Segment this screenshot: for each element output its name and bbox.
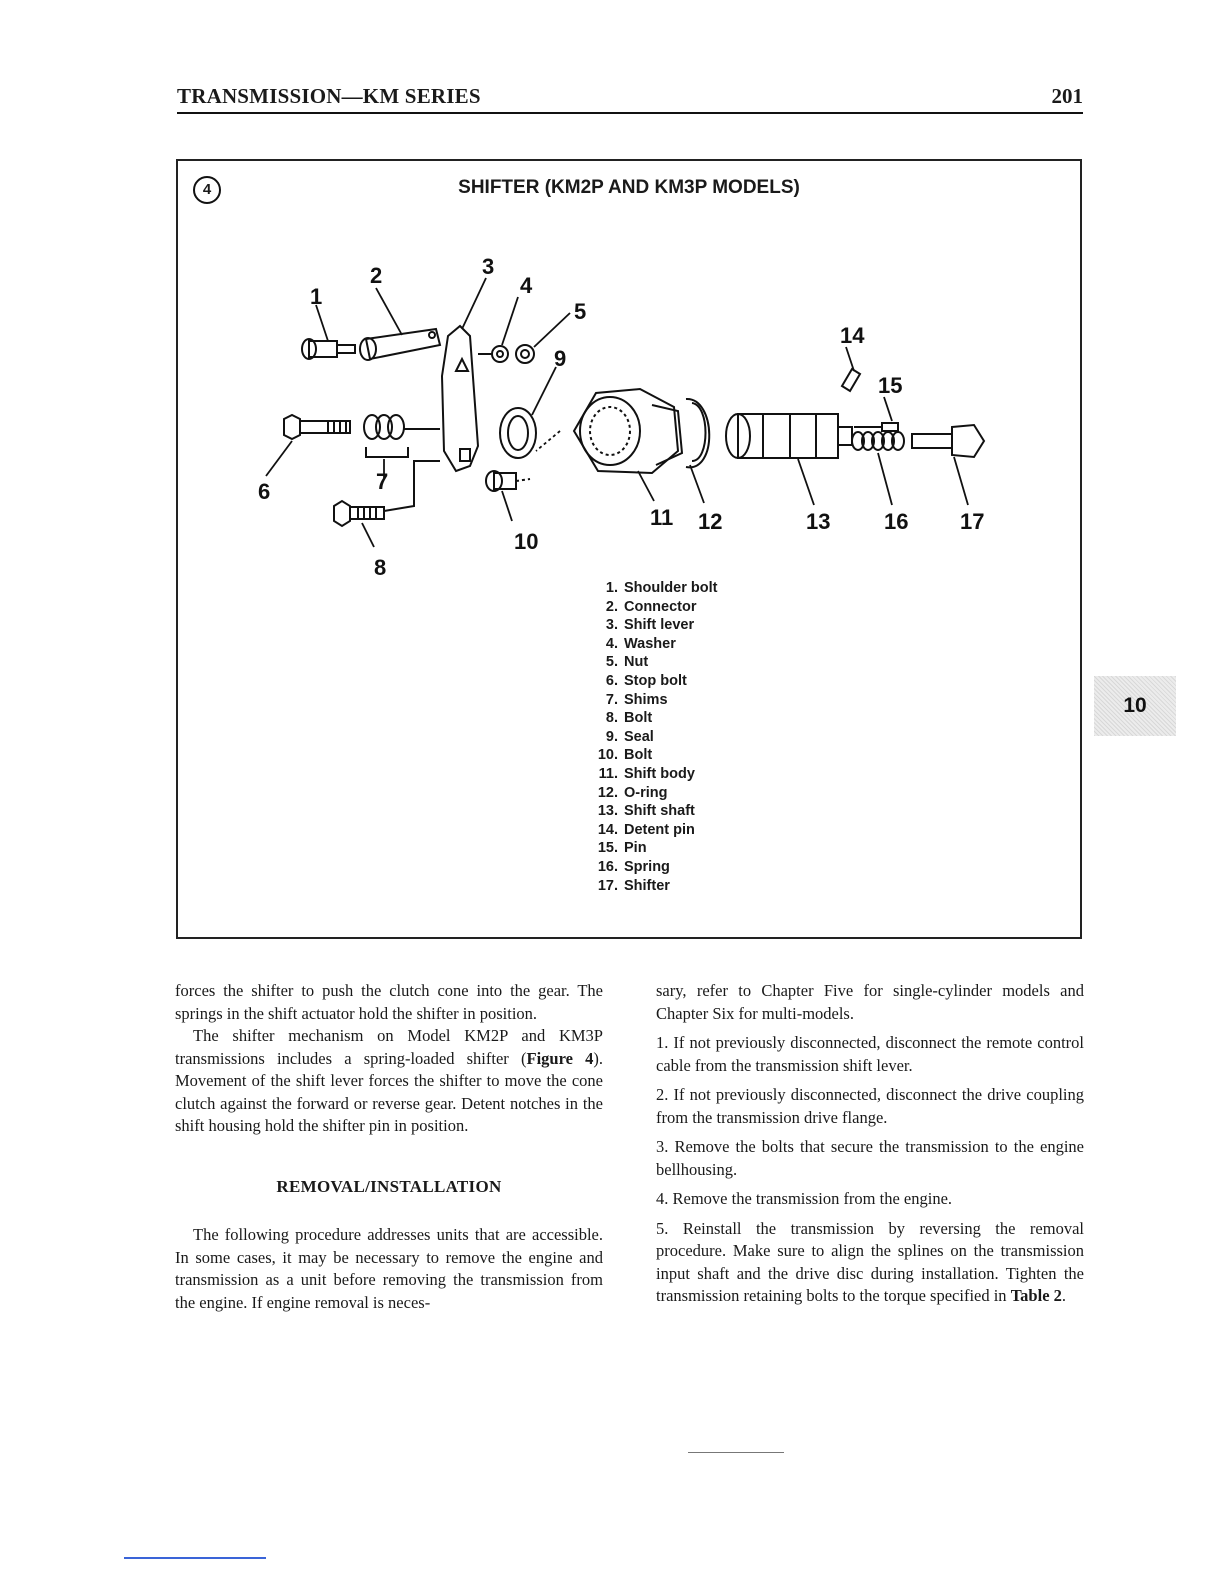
callout-1: 1 [310,284,323,309]
legend-item: 3. Shift lever [605,617,695,634]
paragraph: sary, refer to Chapter Five for single-cylinder models and Chapter Six for multi-models. [656,981,1084,1023]
procedure-step: 2. If not previously disconnected, disconnect the drive coupling from the transmission drive flange. [656,1085,1084,1127]
procedure-step: 5. Reinstall the transmission by reversing the removal procedure. Make sure to align the splines on the transmission input shaft and the drive disc during installation. Tighten the transmission retaining bolts to the torque specified in Table 2. [656,1218,1084,1305]
callout-17: 17 [960,509,985,534]
callout-16: 16 [884,509,909,534]
legend-item: 17. Shifter [597,877,670,894]
legend-item: 16. Spring [597,858,670,875]
shift-lever-part [442,326,478,471]
callout-10: 10 [514,529,539,554]
spring-part [852,432,904,450]
stop-bolt-part [284,415,350,439]
legend-item: 5. Nut [605,654,649,671]
paragraph: The shifter mechanism on Model KM2P and KM3P transmissions includes a spring-loaded shifter (Figure 4). Movement of the shift lever forces the shifter to move the cone clutch against the forward or reverse gear. Detent notches in the shift housing hold the shifter pin in position. [175,1026,603,1135]
footer-rule [688,1452,784,1453]
shoulder-bolt-part [302,339,355,359]
callout-3: 3 [482,254,495,279]
legend-item: 10. Bolt [597,747,653,764]
chapter-tab: 10 [1094,676,1176,736]
legend-item: 11. Shift body [598,765,695,782]
legend-item: 14. Detent pin [597,821,695,838]
callout-14: 14 [840,323,865,348]
procedure-step: 4. Remove the transmission from the engine. [656,1189,953,1208]
connector-part [360,329,440,360]
shims-part [364,415,440,457]
seal-part [500,408,536,458]
callout-9: 9 [554,346,567,371]
figure-title: SHIFTER (KM2P AND KM3P MODELS) [458,177,800,198]
callout-4: 4 [520,273,533,298]
nut-part [516,345,534,363]
legend-item: 7. Shims [605,691,668,708]
figure-4-box [176,159,1082,939]
callout-11: 11 [650,505,674,530]
callout-15: 15 [878,373,903,398]
callout-2: 2 [370,263,383,288]
shift-body-part [574,389,682,473]
paragraph: forces the shifter to push the clutch cone into the gear. The springs in the shift actuator hold the shifter in position. [175,981,603,1023]
figure-reference: Figure 4 [526,1048,594,1068]
callout-8: 8 [374,555,387,580]
pin-part [854,423,898,431]
procedure-step: 1. If not previously disconnected, disconnect the remote control cable from the transmission shift lever. [656,1033,1084,1075]
table-reference: Table 2 [1010,1286,1062,1305]
page-number: 201 [1051,84,1083,108]
callout-7: 7 [376,469,389,494]
running-header [177,84,1083,114]
legend-item: 15. Pin [597,840,647,857]
callout-12: 12 [698,509,723,534]
callout-5: 5 [574,299,587,324]
figure-number-badge: 4 [193,176,221,204]
legend-item: 4. Washer [605,635,676,652]
washer-part [478,346,508,362]
legend-item: 12. O-ring [597,784,668,801]
detent-pin-part [842,369,860,391]
legend-item: 9. Seal [605,728,654,745]
callout-13: 13 [806,509,831,534]
shifter-part [912,425,984,457]
legend-item: 13. Shift shaft [597,803,695,820]
callout-6: 6 [258,479,271,504]
section-heading: REMOVAL/INSTALLATION [276,1176,502,1196]
legend-item: 2. Connector [605,598,697,615]
legend-item: 1. Shoulder bolt [605,580,718,596]
procedure-step: 3. Remove the bolts that secure the transmission to the engine bellhousing. [656,1137,1084,1179]
shift-shaft-part [726,414,852,458]
legend-item: 6. Stop bolt [605,672,687,689]
parts-legend [586,579,717,895]
header-title: TRANSMISSION—KM SERIES [177,84,481,108]
bolt-10-part [486,471,530,491]
legend-item: 8. Bolt [605,710,653,727]
text-column-right [656,980,1084,1315]
o-ring-part [686,399,709,467]
scan-edge-line [124,1557,266,1559]
paragraph: The following procedure addresses units that are accessible. In some cases, it may be necessary to remove the engine and transmission as a unit before removing the transmission from the engine. If engine removal is neces- [175,1225,603,1312]
text-column-left [175,980,603,1314]
